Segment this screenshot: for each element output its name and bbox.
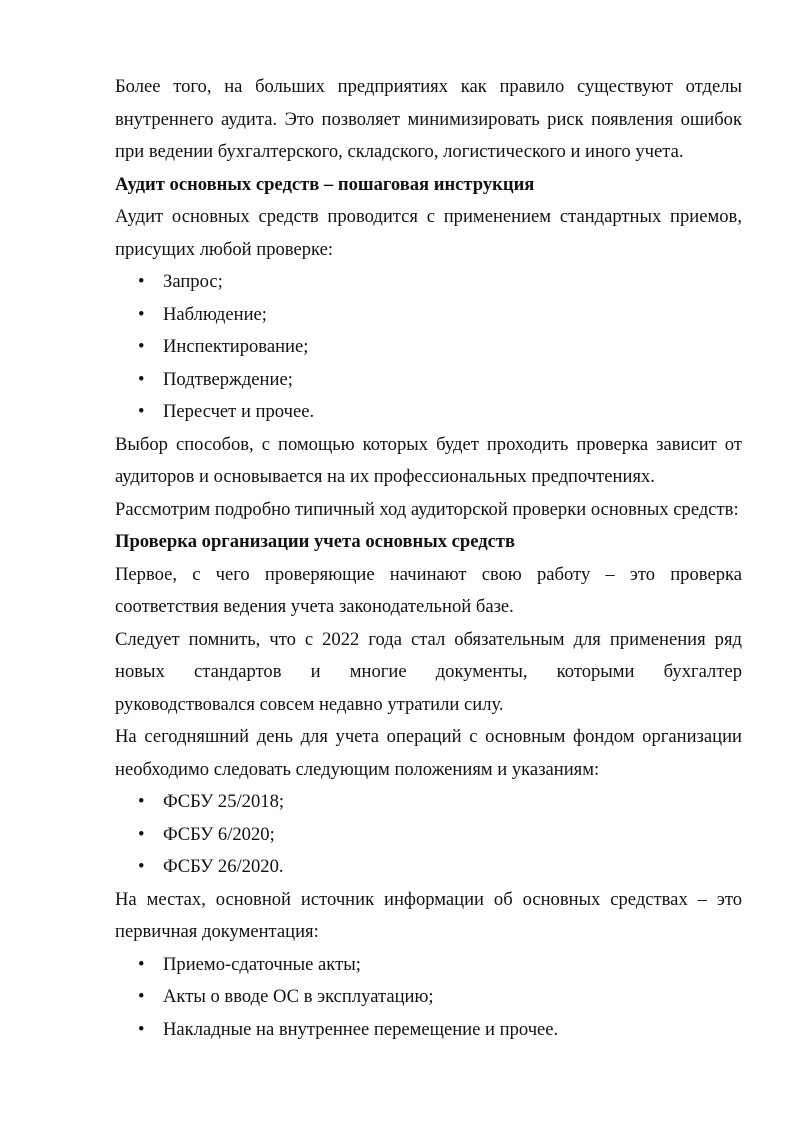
paragraph-first-step: Первое, с чего проверяющие начинают свою работу – это проверка соответствия ведения учета законодательной базе. — [115, 563, 742, 617]
heading-accounting-check: Проверка организации учета основных средств — [115, 531, 516, 552]
list-item: • ФСБУ 26/2020. — [115, 851, 742, 884]
bullet-icon: • — [138, 791, 145, 812]
list-item: • Запрос; — [115, 266, 742, 299]
list-regulations — [115, 786, 742, 884]
list-item: • Инспектирование; — [115, 331, 742, 364]
paragraph-new-standards-line2: руководствовался совсем недавно утратили силу. — [115, 693, 504, 715]
list-item: • Подтверждение; — [115, 364, 742, 397]
paragraph-primary-docs: На местах, основной источник информации об основных средствах – это первичная документация: — [115, 888, 742, 942]
paragraph-internal-audit: Более того, на больших предприятиях как правило существуют отделы внутреннего аудита. Это позволяет минимизировать риск появления ошибок при ведении бухгалтерского, складского, логистического и иного учета. — [115, 76, 742, 162]
list-item: • Накладные на внутреннее перемещение и прочее. — [115, 1014, 742, 1047]
heading-audit-instruction: Аудит основных средств – пошаговая инструкция — [115, 173, 535, 195]
bullet-icon: • — [138, 986, 145, 1007]
list-item: • Наблюдение; — [115, 299, 742, 332]
document-page — [115, 71, 742, 1046]
list-item: • ФСБУ 6/2020; — [115, 819, 742, 852]
bullet-icon: • — [138, 823, 145, 845]
bullet-icon: • — [138, 336, 145, 357]
paragraph-typical-process: Рассмотрим подробно типичный ход аудиторской проверки основных средств: — [115, 498, 739, 520]
list-audit-methods — [115, 266, 742, 429]
list-item: • Пересчет и прочее. — [115, 396, 742, 429]
paragraph-standard-methods: Аудит основных средств проводится с применением стандартных приемов, присущих любой проверке: — [115, 206, 742, 260]
bullet-icon: • — [138, 303, 145, 325]
paragraph-method-choice: Выбор способов, с помощью которых будет проходить проверка зависит от аудиторов и основывается на их профессиональных предпочтениях. — [115, 433, 742, 487]
bullet-icon: • — [138, 368, 145, 390]
paragraph-regulations: На сегодняшний день для учета операций с основным фондом организации необходимо следовать следующим положениям и указаниям: — [115, 726, 742, 780]
list-item: • Акты о вводе ОС в эксплуатацию; — [115, 981, 742, 1014]
list-primary-docs — [115, 949, 742, 1047]
list-item: • ФСБУ 25/2018; — [115, 786, 742, 819]
bullet-icon: • — [138, 953, 145, 975]
list-item: • Приемо-сдаточные акты; — [115, 949, 742, 982]
paragraph-new-standards-line1: Следует помнить, что с 2022 года стал обязательным для применения ряд новых стандартов и многие документы, которыми бухгалтер — [115, 628, 742, 682]
bullet-icon: • — [138, 271, 145, 292]
bullet-icon: • — [138, 401, 145, 422]
bullet-icon: • — [138, 1018, 145, 1040]
bullet-icon: • — [138, 856, 145, 877]
